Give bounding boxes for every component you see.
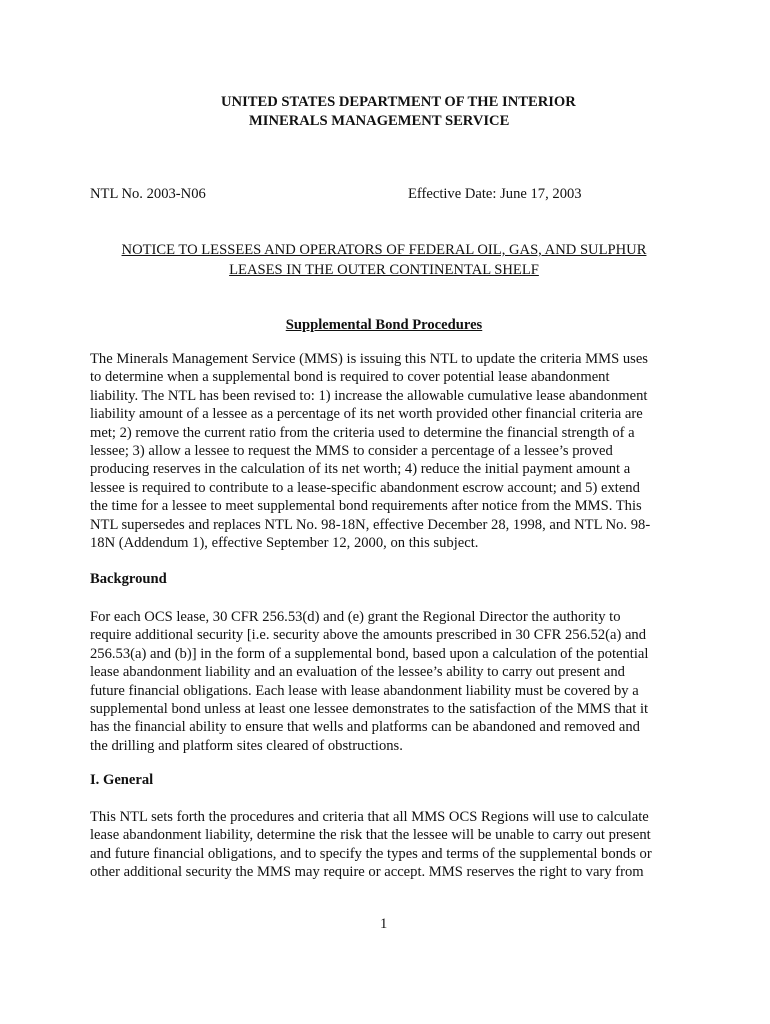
- agency-subtitle: MINERALS MANAGEMENT SERVICE: [249, 113, 510, 129]
- paragraph-line: has the financial ability to ensure that wells and platforms can be abandoned and removed and: [90, 719, 640, 736]
- paragraph-line: future financial obligations. Each lease with lease abandonment liability must be covered by a: [90, 682, 639, 699]
- intro-paragraph: [90, 350, 678, 552]
- background-heading: Background: [90, 571, 167, 587]
- ntl-number: NTL No. 2003-N06: [90, 186, 206, 202]
- agency-title: UNITED STATES DEPARTMENT OF THE INTERIOR: [221, 94, 576, 110]
- subject-heading: Supplemental Bond Procedures: [285, 317, 483, 333]
- general-paragraph: [90, 808, 678, 882]
- notice-title: [90, 240, 678, 280]
- notice-title-line-2: LEASES IN THE OUTER CONTINENTAL SHELF: [229, 262, 539, 278]
- paragraph-line: the time for a lessee to meet supplemental bond requirements after notice from the MMS. This: [90, 498, 642, 515]
- paragraph-line: to determine when a supplemental bond is required to cover potential lease abandonment: [90, 369, 610, 386]
- paragraph-line: lease abandonment liability and an evaluation of the lessee’s ability to carry out present and: [90, 664, 625, 681]
- paragraph-line: This NTL sets forth the procedures and criteria that all MMS OCS Regions will use to calculate: [90, 809, 649, 825]
- paragraph-line: 256.53(a) and (b)] in the form of a supplemental bond, based upon a calculation of the potential: [90, 645, 649, 662]
- paragraph-line: For each OCS lease, 30 CFR 256.53(d) and (e) grant the Regional Director the authority to: [90, 609, 621, 625]
- paragraph-line: the drilling and platform sites cleared of obstructions.: [90, 737, 403, 754]
- paragraph-line: 18N (Addendum 1), effective September 12, 2000, on this subject.: [90, 535, 479, 552]
- notice-title-line-1: NOTICE TO LESSEES AND OPERATORS OF FEDERAL OIL, GAS, AND SULPHUR: [121, 242, 647, 258]
- paragraph-line: producing reserves in the calculation of its net worth; 4) reduce the initial payment amount a: [90, 461, 631, 478]
- page-number: 1: [380, 916, 388, 932]
- general-heading: I. General: [90, 772, 154, 788]
- paragraph-line: and future financial obligations, and to specify the types and terms of the supplemental bonds or: [90, 845, 652, 862]
- paragraph-line: met; 2) remove the current ratio from the criteria used to determine the financial strength of a: [90, 424, 635, 441]
- paragraph-line: The Minerals Management Service (MMS) is issuing this NTL to update the criteria MMS uses: [90, 351, 648, 367]
- paragraph-line: lessee is required to contribute to a lease-specific abandonment escrow account; and 5) extend: [90, 479, 640, 496]
- paragraph-line: lease abandonment liability, determine the risk that the lessee will be unable to carry out present: [90, 827, 651, 844]
- background-paragraph: [90, 608, 678, 755]
- paragraph-line: lessee; 3) allow a lessee to request the MMS to consider a percentage of a lessee’s proved: [90, 443, 613, 460]
- paragraph-line: liability. The NTL has been revised to: 1) increase the allowable cumulative lease abandonment: [90, 387, 648, 404]
- paragraph-line: other additional security the MMS may require or accept. MMS reserves the right to vary from: [90, 864, 644, 881]
- effective-date: Effective Date: June 17, 2003: [408, 186, 582, 202]
- paragraph-line: liability amount of a lessee as a percentage of its net worth provided other financial criteria are: [90, 406, 643, 423]
- paragraph-line: require additional security [i.e. security above the amounts prescribed in 30 CFR 256.52(a) and: [90, 627, 647, 644]
- paragraph-line: NTL supersedes and replaces NTL No. 98-18N, effective December 28, 1998, and NTL No. 98-: [90, 516, 651, 533]
- paragraph-line: supplemental bond unless at least one lessee demonstrates to the satisfaction of the MMS that it: [90, 701, 649, 718]
